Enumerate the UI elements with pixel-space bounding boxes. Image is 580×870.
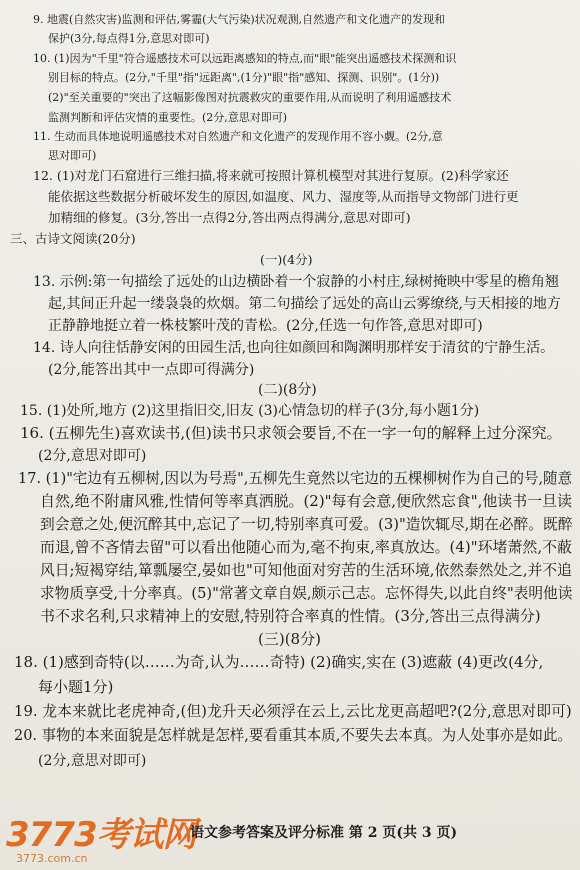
text-line: 14. 诗人向往恬静安闲的田园生活,也向往如颜回和陶渊明那样安于清贫的宁静生活。	[33, 340, 555, 356]
text-line: 书不求名利,只求精神上的安慰,特别符合率真的性情。(3分,答出三点得满分)	[40, 607, 541, 625]
text-line: (二)(8分)	[258, 382, 317, 398]
text-line: 别目标的特点。(2分,"千里"指"远距离",(1分)"眼"指"感知、探测、识别"。(1分))	[48, 71, 440, 84]
text-line: 17. (1)"宅边有五柳树,因以为号焉",五柳先生竟然以宅边的五棵柳树作为自己的号,随意	[18, 469, 573, 487]
page-footer: 语文参考答案及评分标准 第 2 页(共 3 页)	[190, 825, 458, 841]
text-line: (一)(4分)	[260, 252, 313, 267]
text-line: 11. 生动而具体地说明遥感技术对自然遗产和文化遗产的发现作用不容小觑。(2分,意	[33, 130, 443, 143]
text-line: 到会意之处,便沉醉其中,忘记了一切,特别率真可爱。(3)"造饮辄尽,期在必醉。既醉	[40, 515, 573, 533]
text-line: 每小题1分)	[38, 678, 114, 696]
watermark-url: 3773.com.cn	[16, 852, 88, 865]
text-line: 正静静地挺立着一株枝繁叶茂的青松。(2分,任选一句作答,意思对即可)	[48, 318, 483, 334]
text-line: 10. (1)因为"千里"符合遥感技术可以远距离感知的特点,而"眼"能突出遥感技术探测和识	[33, 52, 457, 65]
text-line: (2分,意思对即可)	[38, 448, 147, 464]
text-line: 9. 地震(自然灾害)监测和评估,雾霾(大气污染)状况观测,自然遗产和文化遗产的发现和	[33, 13, 446, 26]
text-line: 而退,曾不吝情去留"可以看出他随心而为,毫不拘束,率真放达。(4)"环堵萧然,不蔽	[40, 538, 572, 556]
text-line: 13. 示例:第一句描绘了远处的山边横卧着一个寂静的小村庄,绿树掩映中零星的檐角翘	[33, 274, 559, 290]
text-line: 20. 事物的本来面貌是怎样就是怎样,要看重其本质,不要失去本真。为人处事亦是如此。	[14, 726, 572, 744]
text-line: 19. 龙本来就比老虎神奇,(但)龙升天必须浮在云上,云比龙更高超吧?(2分,意思对即可)	[14, 702, 572, 720]
text-line: (2分,意思对即可)	[38, 753, 147, 769]
text-line: 自然,绝不附庸风雅,性情何等率真洒脱。(2)"每有会意,便欣然忘食",他读书一旦读	[40, 492, 572, 510]
text-line: 思对即可)	[48, 149, 97, 162]
text-line: 三、古诗文阅读(20分)	[10, 231, 136, 246]
text-line: 保护(3分,每点得1分,意思对即可)	[48, 32, 210, 45]
text-line: 加精细的修复。(3分,答出一点得2分,答出两点得满分,意思对即可)	[48, 210, 411, 225]
text-line: (2分,能答出其中一点即可得满分)	[48, 362, 255, 378]
text-line: 监测判断和评估灾情的重要性。(2分,意思对即可)	[48, 111, 288, 124]
text-line: 求物质享受,十分率真。(5)"常著文章自娱,颇示己志。忘怀得失,以此自终"表明他读	[40, 584, 573, 602]
text-line: 起,其间正升起一缕袅袅的炊烟。第二句描绘了远处的高山云雾缭绕,与天相接的地方	[48, 296, 561, 312]
text-line: (2)"至关重要的"突出了这幅影像图对抗震救灾的重要作用,从而说明了利用遥感技术	[48, 91, 452, 104]
text-line: 能依据这些数据分析破坏发生的原因,如温度、风力、湿度等,从而指导文物部门进行更	[48, 189, 519, 204]
text-line: 18. (1)感到奇特(以……为奇,认为……奇特) (2)确实,实在 (3)遮蔽 (4)更改(4分,	[14, 653, 544, 671]
text-line: (三)(8分)	[258, 630, 321, 648]
text-line: 15. (1)处所,地方 (2)这里指旧交,旧友 (3)心情急切的样子(3分,每小题1分)	[20, 403, 480, 419]
text-line: 风日;短褐穿结,箪瓢屡空,晏如也"可知他面对穷苦的生活环境,依然泰然处之,并不追	[40, 561, 572, 579]
text-line: 16. (五柳先生)喜欢读书,(但)读书只求领会要旨,不在一字一句的解释上过分深究。	[20, 424, 562, 442]
text-line: 12. (1)对龙门石窟进行三维扫描,将来就可按照计算机模型对其进行复原。(2)科学家还	[33, 168, 509, 183]
watermark-logo: 3773考试网	[6, 815, 196, 855]
